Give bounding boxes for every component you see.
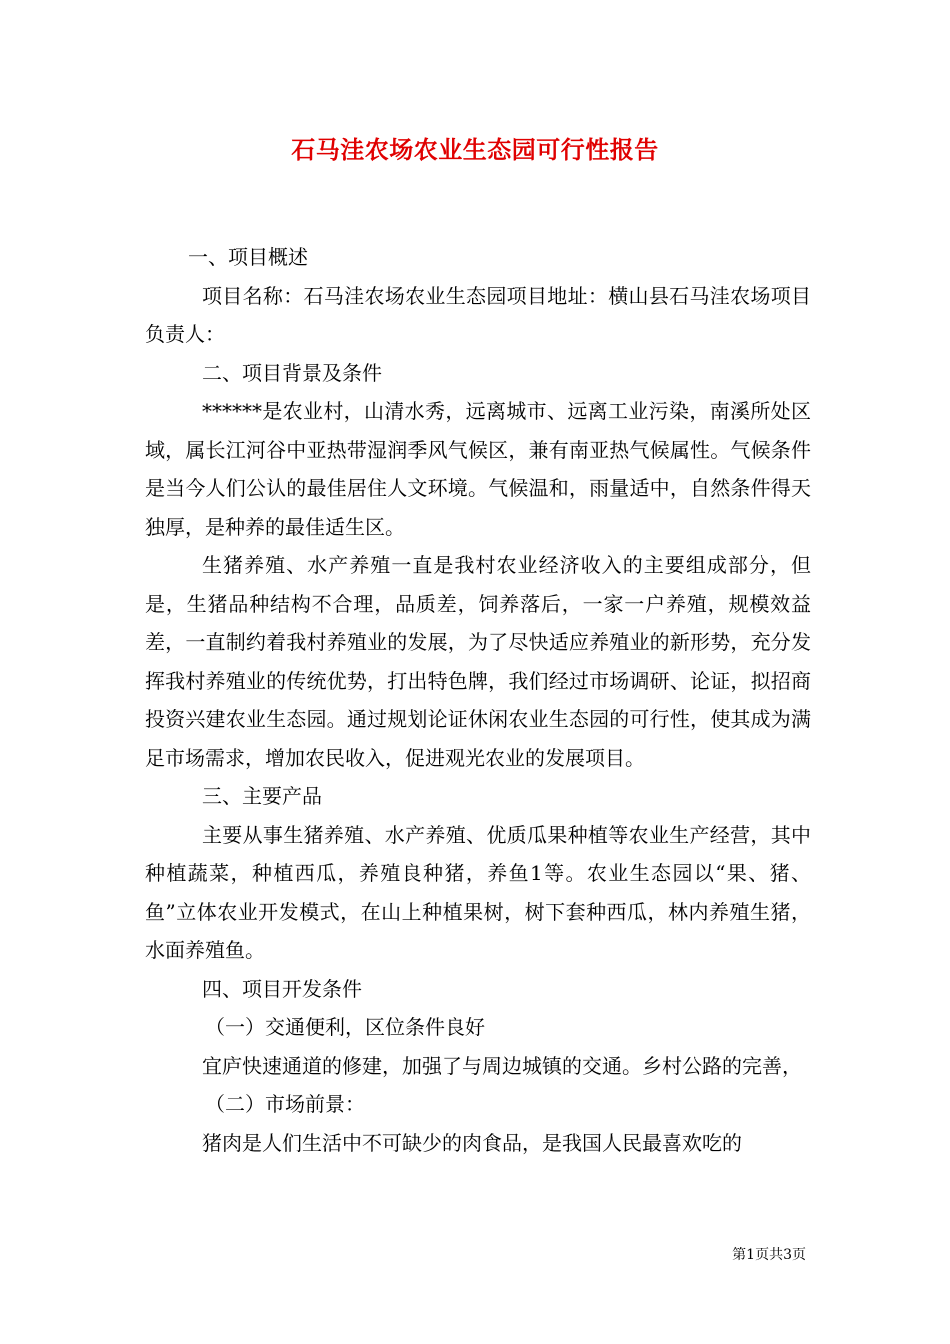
document-body (145, 238, 811, 1162)
subsection-heading-market: （二）市场前景： (205, 1092, 365, 1116)
paragraph-market: 猪肉是人们生活中不可缺少的肉食品，是我国人民最喜欢吃的 (202, 1130, 742, 1155)
paragraph-products: 主要从事生猪养殖、水产养殖、优质瓜果种植等农业生产经营，其中种植蔬菜，种植西瓜，养殖良种猪，养鱼1等。农业生态园以“果、猪、鱼”立体农业开发模式，在山上种植果树，树下套种西瓜，林内养殖生猪，水面养殖鱼。 (145, 822, 811, 962)
paragraph-breeding: 生猪养殖、水产养殖一直是我村农业经济收入的主要组成部分，但是，生猪品种结构不合理，品质差，饲养落后，一家一户养殖，规模效益差，一直制约着我村养殖业的发展，为了尽快适应养殖业的新形势，充分发挥我村养殖业的传统优势，打出特色牌，我们经过市场调研、论证，拟招商投资兴建农业生态园。通过规划论证休闲农业生态园的可行性，使其成为满足市场需求，增加农民收入，促进观光农业的发展项目。 (145, 553, 811, 770)
section-heading-products: 三、主要产品 (202, 784, 322, 808)
section-heading-conditions: 四、项目开发条件 (202, 976, 362, 1001)
section-heading-overview: 一、项目概述 (188, 245, 308, 269)
document-title: 石马洼农场农业生态园可行性报告 (291, 135, 659, 164)
section-heading-background: 二、项目背景及条件 (202, 360, 382, 385)
paragraph-project-name: 项目名称：石马洼农场农业生态园项目地址：横山县石马洼农场项目负责人： (145, 283, 811, 346)
paragraph-village-climate: ******是农业村，山清水秀，远离城市、远离工业污染，南溪所处区域，属长江河谷中亚热带湿润季风气候区，兼有南亚热气候属性。气候条件是当今人们公认的最佳居住人文环境。气候温和，雨量适中，自然条件得天独厚，是种养的最佳适生区。 (145, 399, 811, 539)
subsection-heading-traffic: （一）交通便利，区位条件良好 (205, 1015, 485, 1039)
page-number: 第1页共3页 (732, 1247, 806, 1263)
paragraph-traffic: 宜庐快速通道的修建，加强了与周边城镇的交通。乡村公路的完善， (202, 1053, 802, 1078)
